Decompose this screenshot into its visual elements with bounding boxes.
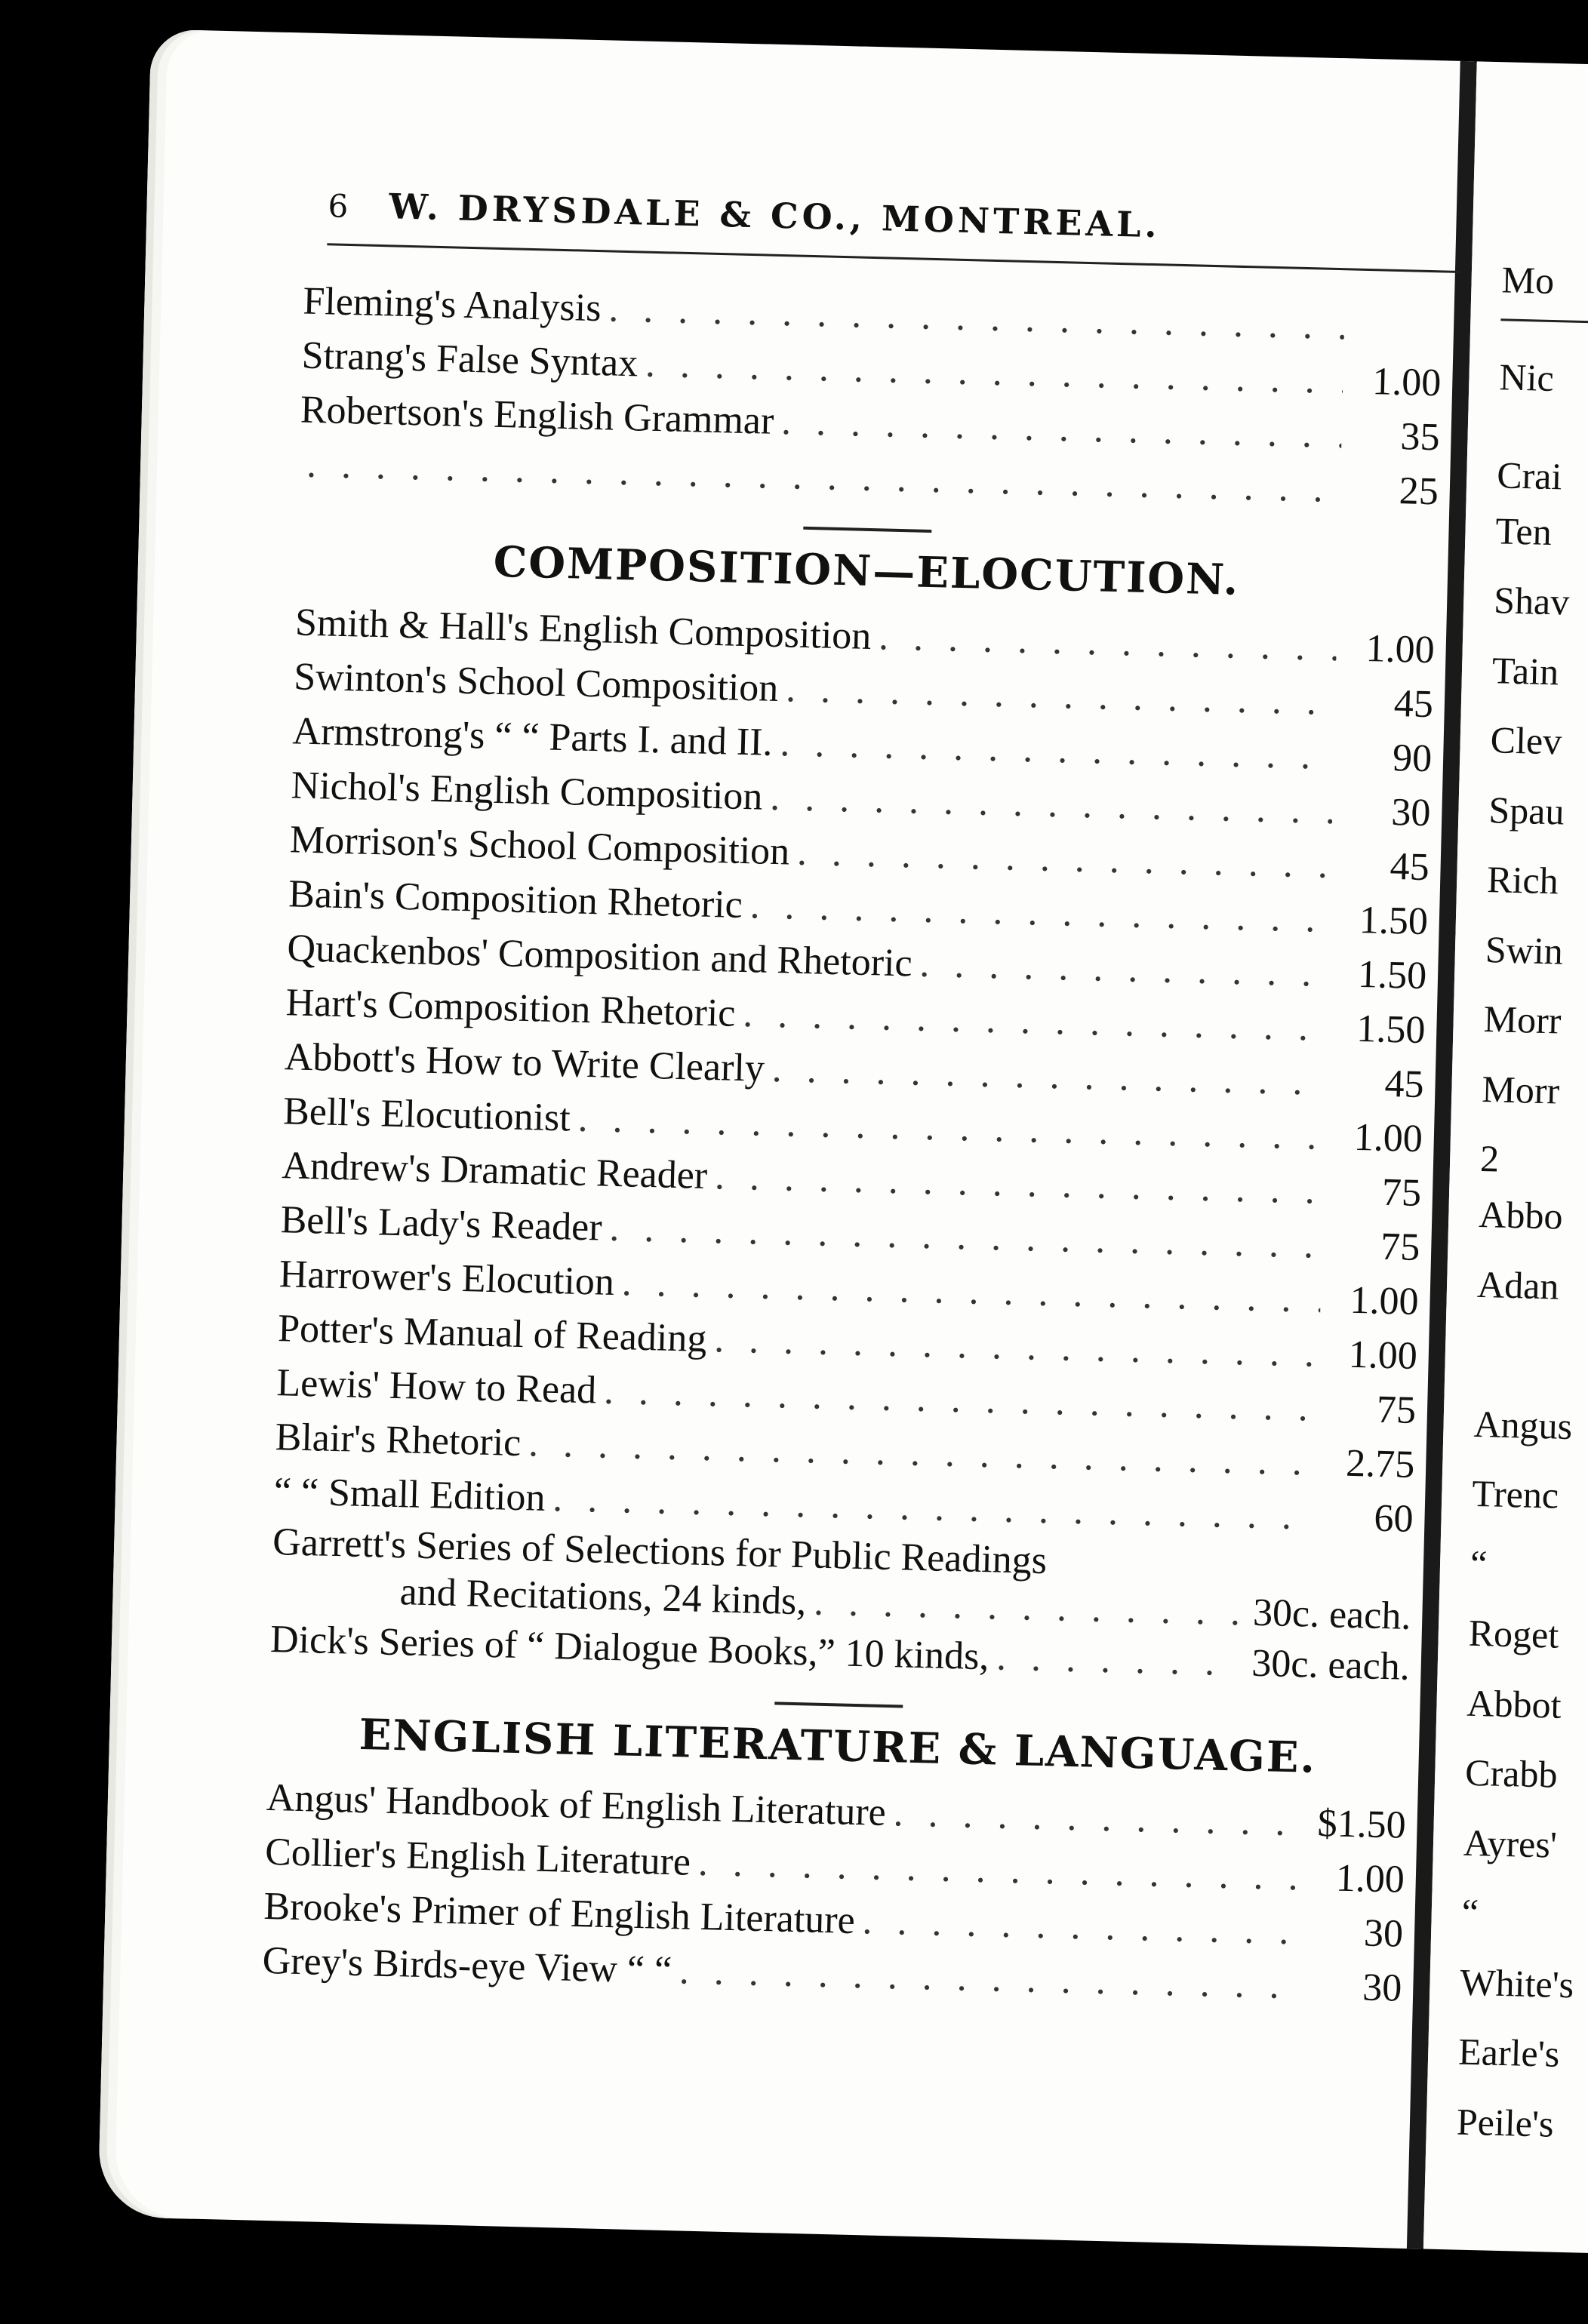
entry-title: “ “ Small Edition [273, 1470, 546, 1520]
section-title-composition: COMPOSITION—ELOCUTION. [492, 536, 1240, 605]
entry-price: 45 [1393, 682, 1434, 727]
facing-page-fragment: Morr [1483, 998, 1562, 1042]
book-page [97, 29, 1574, 2249]
entry-title: Nichol's English Composition [291, 764, 764, 819]
entry-title: Harrower's Elocution [279, 1253, 615, 1304]
entry-title: Bell's Lady's Reader [280, 1198, 603, 1250]
entry-title: Abbott's How to Write Clearly [284, 1035, 765, 1090]
entry-price [1352, 339, 1442, 341]
facing-page-fragment: Trenc [1471, 1471, 1559, 1517]
facing-page-rule [1500, 318, 1588, 324]
entry-price: 2.75 [1345, 1441, 1415, 1486]
section-divider [774, 1702, 903, 1708]
entry-title: Fleming's Analysis [302, 279, 602, 330]
entry-price: 1.50 [1357, 952, 1427, 998]
dick-price: 30c. each. [1251, 1641, 1411, 1689]
entry-price: 25 [1399, 469, 1439, 514]
entry-title: Quackenbos' Composition and Rhetoric [286, 927, 913, 985]
page-header [328, 184, 1445, 252]
facing-page-fragment: Crabb [1464, 1751, 1559, 1796]
entry-price: 1.00 [1371, 360, 1442, 405]
leader-dots [996, 1631, 1221, 1690]
facing-page-fragments [1456, 62, 1588, 2145]
entry-price: 30 [1390, 790, 1432, 835]
entry-title: Armstrong's “ “ Parts I. and II. [291, 709, 774, 764]
leader-dots [919, 937, 1329, 1001]
garrett-price: 30c. each. [1252, 1591, 1412, 1638]
entry-title: Robertson's English Grammar [300, 388, 775, 443]
facing-page-fragment: Roget [1468, 1611, 1559, 1656]
facing-page-fragment: “ [1461, 1890, 1479, 1934]
publisher-title: W. DRYSDALE & CO., MONTREAL. [388, 186, 1162, 246]
entry-price: 90 [1392, 736, 1433, 781]
entry-price: 1.50 [1359, 898, 1429, 944]
facing-page-fragment: Tain [1491, 648, 1559, 693]
facing-page-fragment: Nic [1498, 355, 1555, 400]
section-divider [803, 527, 931, 533]
facing-page-fragment: Ayres' [1463, 1821, 1558, 1866]
entry-title: Swinton's School Composition [293, 655, 779, 711]
facing-page-fragment: Adan [1476, 1262, 1560, 1308]
facing-page-fragment: Abbot [1466, 1681, 1562, 1726]
leader-dots [893, 1786, 1309, 1850]
entry-price: 30 [1362, 1966, 1403, 2010]
entry-title: Smith & Hall's English Composition [294, 601, 872, 659]
entry-title: Brooke's Primer of English Literature [263, 1884, 856, 1943]
composition-list [273, 595, 1435, 1547]
entry-price: 75 [1381, 1170, 1422, 1216]
entry-price: 30 [1363, 1911, 1404, 1956]
entry-title: Morrison's School Composition [289, 818, 790, 874]
catalog-content [262, 275, 1443, 2016]
entry-title: Bain's Composition Rhetoric [288, 872, 743, 927]
entry-price: 35 [1399, 415, 1441, 460]
entry-title: Blair's Rhetoric [275, 1416, 522, 1465]
entry-price: 1.00 [1349, 1278, 1420, 1324]
entry-title: Grey's Birds-eye View “ “ [262, 1938, 672, 1993]
entry-title: Bell's Elocutionist [282, 1090, 571, 1140]
entry-title: Lewis' How to Read [275, 1361, 597, 1413]
entry-title: Hart's Composition Rhetoric [285, 981, 737, 1035]
facing-page-fragment: Rich [1486, 858, 1559, 902]
page-number: 6 [328, 187, 352, 226]
dick-title: Dick's Series of “ Dialogue Books,” 10 kinds, [269, 1618, 990, 1679]
entry-price: 75 [1376, 1388, 1417, 1432]
section-title-literature: ENGLISH LITERATURE & LANGUAGE. [358, 1709, 1317, 1783]
entry-price: 75 [1380, 1225, 1421, 1270]
entry-price: $1.50 [1316, 1801, 1407, 1847]
facing-page-fragment: Swin [1485, 927, 1564, 973]
facing-page-fragment: Morr [1481, 1067, 1560, 1112]
entry-price: 1.00 [1365, 627, 1436, 672]
facing-page-fragment: Ten [1494, 509, 1553, 553]
entry-title: Strang's False Syntax [301, 334, 639, 386]
facing-page-fragment: Earle's [1457, 2030, 1560, 2075]
facing-page-fragment: Shav [1493, 579, 1570, 623]
entry-price: 45 [1389, 844, 1430, 890]
facing-page-fragment: Spau [1488, 788, 1565, 833]
garrett-line-1: Garrett's Series of Selections for Public Readings [272, 1520, 1048, 1583]
entry-title: Collier's English Literature [264, 1830, 691, 1884]
garrett-line-2-text: and Recitations, 24 kinds, [399, 1570, 808, 1624]
entry-price: 1.00 [1353, 1115, 1423, 1161]
entry-price: 1.00 [1335, 1856, 1405, 1901]
entry-price: 1.00 [1348, 1333, 1418, 1379]
facing-page-fragment: White's [1459, 1960, 1574, 2006]
facing-page-fragment: Clev [1490, 718, 1562, 763]
entry-price: 1.50 [1356, 1007, 1426, 1053]
entry-title: Angus' Handbook of English Literature [266, 1775, 887, 1834]
facing-page-fragment: Peile's [1456, 2100, 1555, 2145]
literature-list [262, 1771, 1407, 2016]
facing-page-fragment: 2 [1479, 1136, 1500, 1180]
facing-page-fragment: Crai [1496, 453, 1563, 497]
entry-price: 60 [1373, 1496, 1414, 1541]
entry-title: Andrew's Dramatic Reader [281, 1144, 708, 1197]
entry-price: 45 [1383, 1062, 1425, 1107]
facing-page-fragment: Mo [1501, 257, 1555, 302]
grammar-list [298, 275, 1443, 520]
facing-page-fragment: Abbo [1478, 1192, 1564, 1237]
facing-page-fragment: Angus [1473, 1402, 1573, 1447]
facing-page-fragment: “ [1470, 1542, 1488, 1585]
entry-title: Potter's Manual of Reading [277, 1307, 708, 1360]
